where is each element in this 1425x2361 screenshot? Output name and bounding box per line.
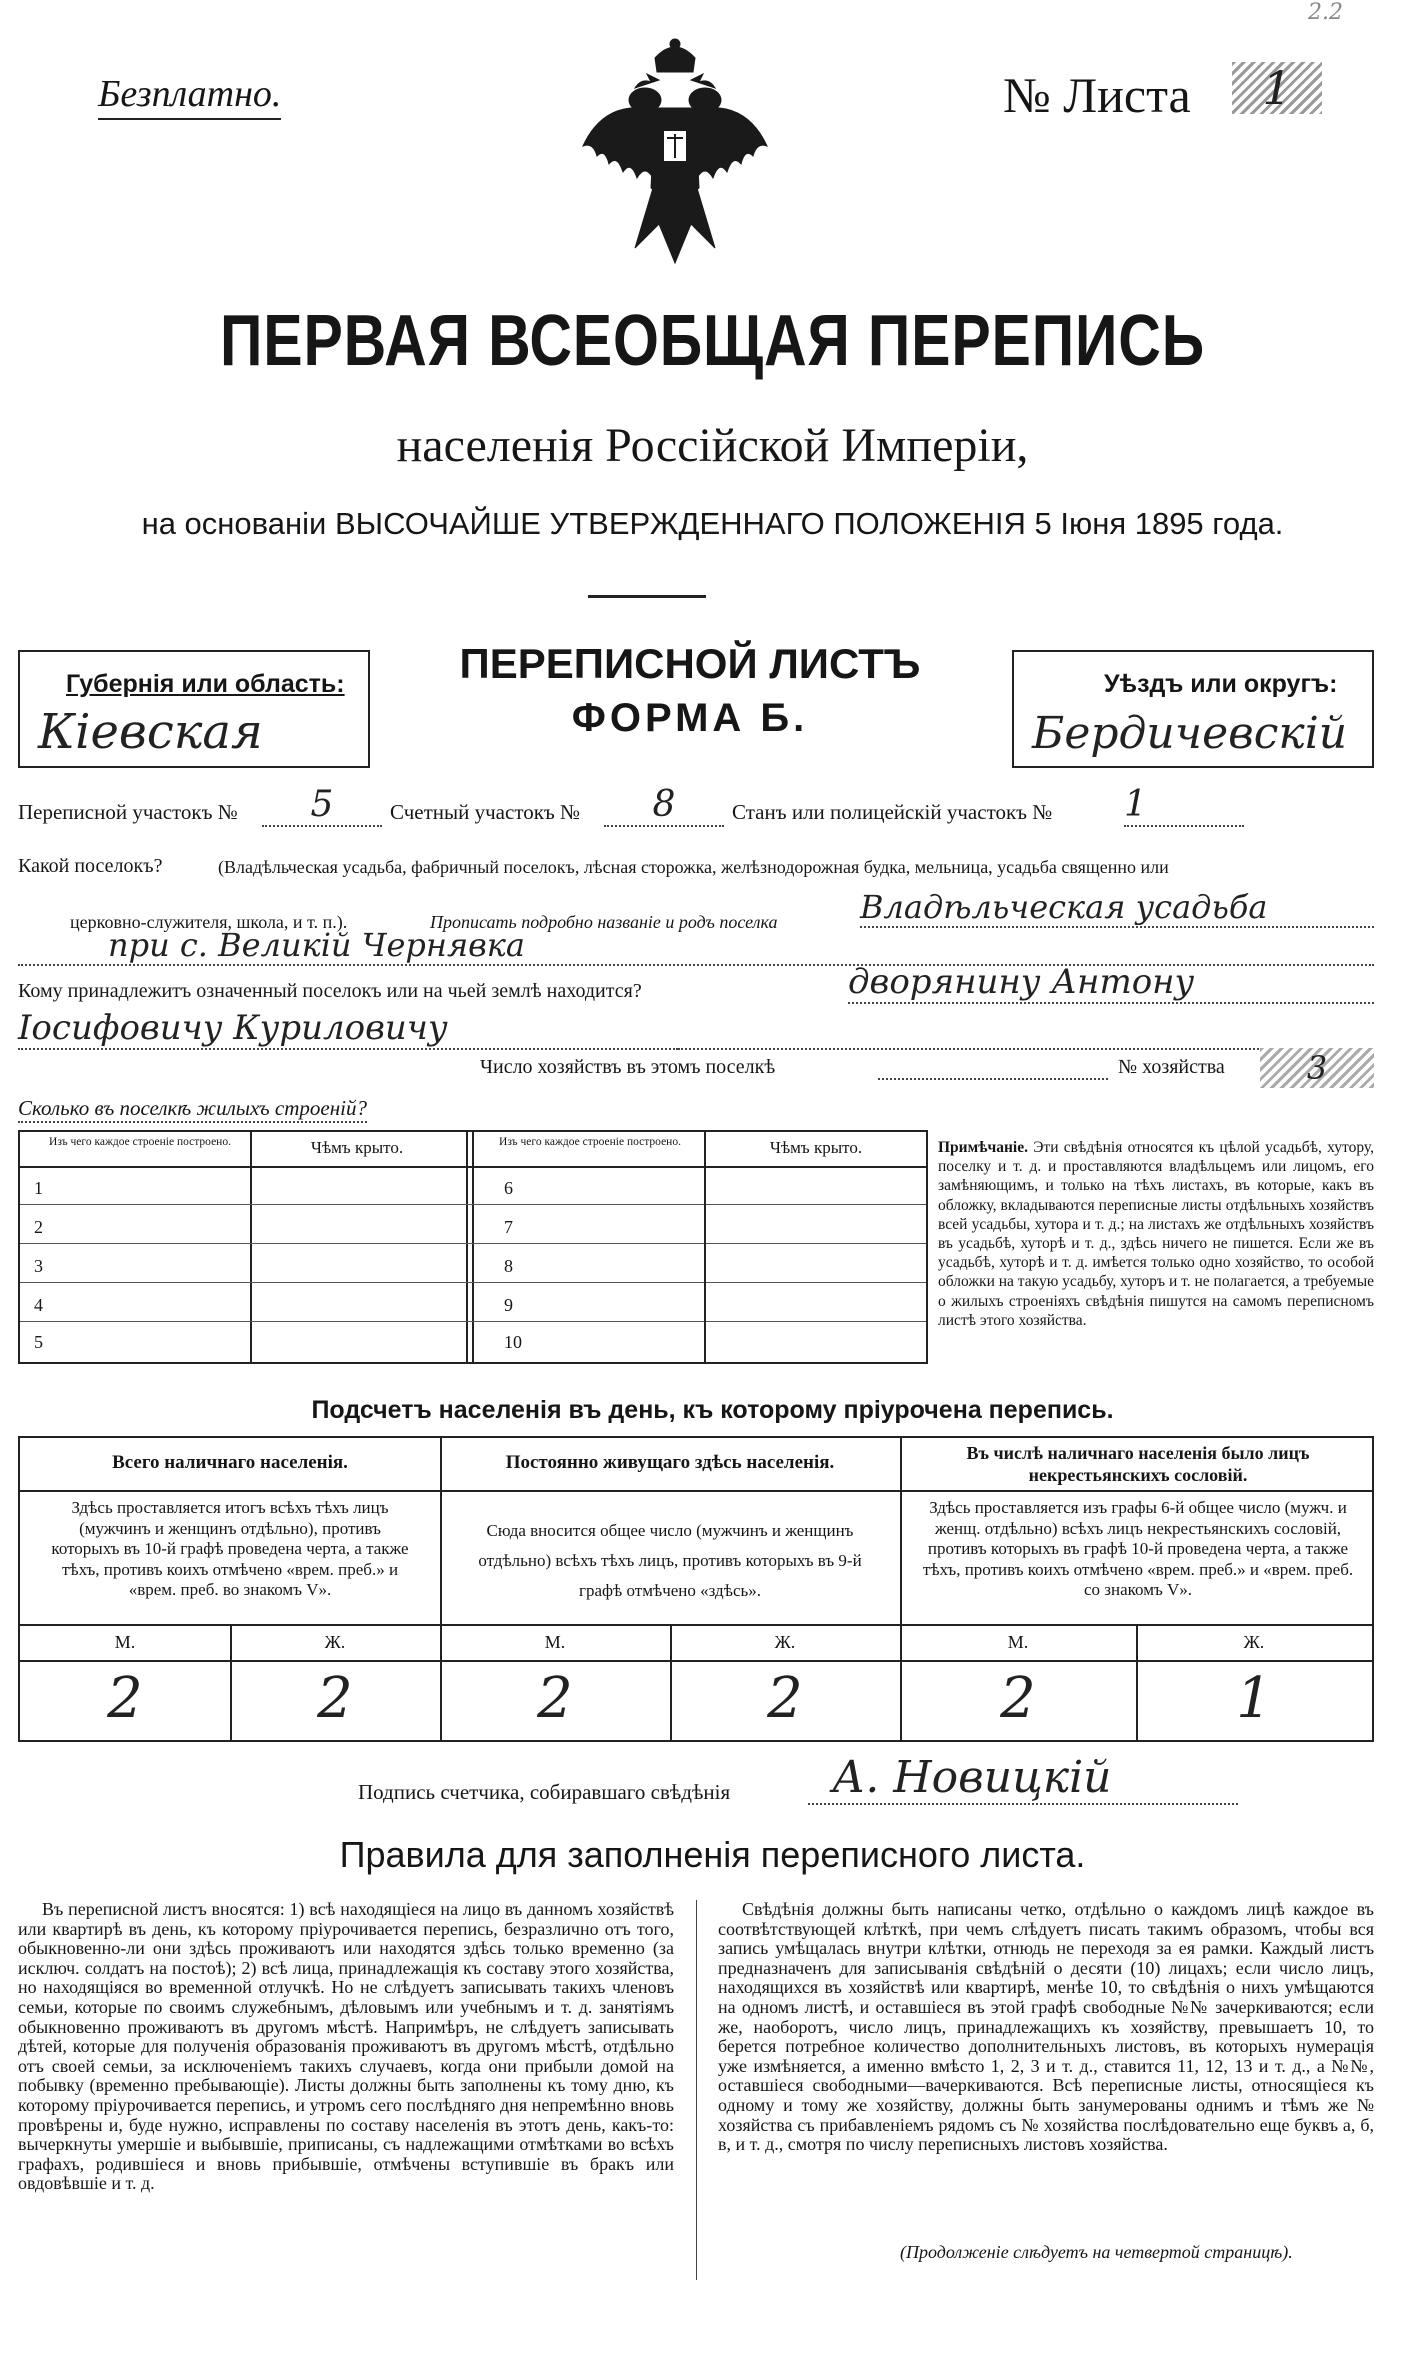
stan-value: 1 <box>1124 784 1244 827</box>
col3-m-label: М. <box>1007 1632 1029 1652</box>
corner-pencil-mark: 2.2 <box>1308 0 1343 25</box>
settlement-hint: (Владѣльческая усадьба, фабричный поселокъ, лѣсная сторожка, желѣзнодорожная будка, мельница, усадьба священно или <box>218 857 1169 877</box>
population-col1-title: Всего наличнаго населенія. <box>112 1452 348 1473</box>
building-row-3: 3 <box>34 1256 43 1276</box>
form-name: ФОРМА Б. <box>571 696 809 740</box>
stan-label: Станъ или полицейскій участокъ № <box>732 800 1053 824</box>
col1-m-label: М. <box>114 1632 136 1652</box>
gubernia-box <box>18 650 370 768</box>
population-col1-text: Здѣсь проставляется итогъ всѣхъ тѣхъ лицъ (мужчинъ и женщинъ отдѣльно), противъ которыхъ въ 10-й графѣ проведена черта, а также тѣхъ, противъ коихъ отмѣчено «врем. преб.» и «врем. преб. во знакомъ V». <box>51 1498 409 1599</box>
building-row-8: 8 <box>504 1256 513 1276</box>
owner-value-2: Іосифовичу Куриловичу <box>18 1008 678 1050</box>
free-label: Безплатно. <box>98 72 281 120</box>
population-table <box>18 1436 1374 1742</box>
col3-f-value: 1 <box>1236 1666 1272 1731</box>
household-no-label: № хозяйства <box>1118 1056 1225 1078</box>
building-row-1: 1 <box>34 1178 43 1198</box>
uezd-label: Уѣздъ или округъ: <box>1104 670 1338 698</box>
settlement-value-1: Владѣльческая усадьба <box>860 888 1374 928</box>
gubernia-value: Кіевская <box>38 704 263 760</box>
note-text: Эти свѣдѣнія относятся къ цѣлой усадьбѣ, хутору, поселку и т. д. и проставляются владѣльцемъ или лицомъ, его замѣняющимъ, и только на тѣхъ листахъ, въ которые, какъ въ обложку, вкладываются переписные листы отдѣльныхъ хозяйствъ всей усадьбы, хутора и т. д.; на листахъ же отдѣльныхъ хозяйствъ въ усадьбѣ, хуторѣ и т. д., здѣсь ничего не пишется. Если же въ усадьбѣ, хуторѣ и т. д. имѣется только одно хозяйство, то особой обложки на такую усадьбу, хуторъ и т. не полагается, а требуемые о жилыхъ строеніяхъ свѣдѣнія пишутся на самомъ переписномъ листѣ этого хозяйства. <box>938 1139 1374 1329</box>
census-district-label: Переписной участокъ № <box>18 800 238 824</box>
building-row-6: 6 <box>504 1178 513 1198</box>
sheet-number-value: 1 <box>1232 62 1322 114</box>
building-row-4: 4 <box>34 1295 43 1315</box>
owner-label: Кому принадлежитъ означенный поселокъ или на чьей землѣ находится? <box>18 980 642 1002</box>
col2-f-label: Ж. <box>774 1632 796 1652</box>
uezd-value: Бердичевскій <box>1032 708 1348 759</box>
households-label: Число хозяйствъ въ этомъ поселкѣ <box>480 1056 776 1078</box>
census-district-value: 5 <box>262 784 382 827</box>
rules-left-column: Въ переписной листъ вносятся: 1) всѣ находящіеся на лицо въ данномъ хозяйствѣ или квартирѣ въ день, къ которому пріурочивается перепись, безразлично отъ того, обыкновенно-ли они здѣсь проживаютъ или находятся здѣсь только временно (за исключ. солдатъ на постоѣ); 2) всѣ лица, принадлежащія къ составу этого хозяйства, но находящіяся во временной отлучкѣ. Но не слѣдуетъ записывать такихъ членовъ семьи, которые по своимъ служебнымъ, дѣловымъ или учебнымъ и т. д. занятіямъ обыкновенно проживаютъ въ другомъ мѣстѣ. Напримѣръ, не слѣдуетъ записывать дѣтей, которые для полученія образованія проживаютъ въ другомъ мѣстѣ, отдѣльно отъ своей семьи, за исключеніемъ такихъ случаевъ, когда они прибыли домой на побывку (временно пребывающіе). Листы должны быть заполнены къ тому дню, къ которому пріурочивается перепись, и утромъ сего послѣдняго дня непремѣнно вновь провѣрены и, буде нужно, исправлены по составу населенія въ этотъ день, какъ-то: вычеркнуты умершіе и выбывшіе, приписаны, съ надлежащими отмѣтками во всѣхъ графахъ, родившіеся и вновь прибывшіе, отмѣчены вступившіе въ бракъ или овдовѣвшіе и т. д. <box>18 1899 674 2194</box>
settlement-question: Какой поселокъ? <box>18 855 163 877</box>
imperial-eagle-emblem <box>575 38 775 268</box>
building-row-5: 5 <box>34 1332 43 1352</box>
title-divider <box>588 595 706 598</box>
form-heading: ПЕРЕПИСНОЙ ЛИСТЪ <box>459 640 921 687</box>
population-col2-title: Постоянно живущаго здѣсь населенія. <box>505 1452 835 1473</box>
buildings-note <box>938 1138 1374 1330</box>
settlement-hint-2: церковно-служителя, школа, и т. п.). <box>70 912 348 932</box>
col-roof-right: Чѣмъ крыто. <box>769 1138 863 1157</box>
settlement-hint-italic: Прописать подробно названіе и родъ поселка <box>430 912 778 932</box>
col2-m-label: М. <box>544 1632 566 1652</box>
population-col3-text: Здѣсь проставляется изъ графы 6-й общее число (мужч. и женщ. отдѣльно) всѣхъ лицъ некрестьянскихъ сословій, противъ которыхъ въ графѣ 10-й проведена черта, а также тѣхъ, противъ коихъ отмѣчено «врем. преб.» и «врем. преб. со знакомъ V». <box>922 1498 1354 1599</box>
buildings-label: Сколько въ поселкѣ жилыхъ строеній? <box>18 1096 367 1123</box>
census-title: ПЕРВАЯ ВСЕОБЩАЯ ПЕРЕПИСЬ <box>220 301 1205 381</box>
col-built-right: Изъ чего каждое строеніе построено. <box>499 1136 681 1148</box>
count-district-label: Счетный участокъ № <box>390 800 581 824</box>
households-value-line <box>878 1078 1108 1080</box>
col-built-left: Изъ чего каждое строеніе построено. <box>49 1136 231 1148</box>
census-basis: на основаніи ВЫСОЧАЙШЕ УТВЕРЖДЕННАГО ПОЛОЖЕНІЯ 5 Іюня 1895 года. <box>141 506 1284 541</box>
note-lead: Примѣчаніе. <box>938 1139 1028 1156</box>
building-row-10: 10 <box>504 1332 522 1352</box>
col2-f-value: 2 <box>767 1666 803 1731</box>
uezd-box <box>1012 650 1374 768</box>
rules-right-column: Свѣдѣнія должны быть написаны четко, отдѣльно о каждомъ лицѣ каждое въ соотвѣтствующей клѣткѣ, при чемъ слѣдуетъ писать такимъ образомъ, чтобы вся запись умѣщалась внутри клѣтки, отнюдь не переходя за ея рамки. Каждый листъ предназначенъ для записыванія свѣдѣній о десяти (10) лицахъ; если число лицъ, находящихся въ хозяйствѣ или квартирѣ, менѣе 10, то свѣдѣнія о нихъ умѣщаются на одномъ листѣ, и оставшіеся въ этой графѣ свободные №№ зачеркиваются; если же, наоборотъ, число лицъ, принадлежащихъ къ хозяйству, превышаетъ 10, то берется потребное количество дополнительныхъ листовъ, въ которыхъ нумерація уже измѣняется, а именно вмѣсто 1, 2, 3 и т. д., ставится 11, 12, 13 и т. д., а №№, оставшіеся свободными—вачеркиваются. Всѣ переписные листы, относящіеся къ одному и тому же хозяйству, должны быть занумерованы однимъ и тѣмъ же № хозяйства съ прибавленіемъ рядомъ съ № хозяйства послѣдовательно еще буквъ а, б, в, и т. д., смотря по числу переписныхъ листовъ хозяйства. <box>718 1899 1374 2155</box>
population-col2-text: Сюда вносится общее число (мужчинъ и женщинъ отдѣльно) всѣхъ тѣхъ лицъ, противъ которыхъ въ 9-й графѣ отмѣчено «здѣсь». <box>478 1521 862 1600</box>
building-row-7: 7 <box>504 1217 513 1237</box>
rules-continuation: (Продолженіе слѣдуетъ на четвертой страницѣ). <box>900 2242 1293 2262</box>
sheet-number-label: № Листа <box>1003 67 1191 123</box>
col2-m-value: 2 <box>537 1666 573 1731</box>
signature-value: А. Новицкій <box>808 1752 1238 1805</box>
household-no-value: 3 <box>1260 1048 1374 1088</box>
col3-f-label: Ж. <box>1243 1632 1265 1652</box>
population-col3-title: Въ числѣ наличнаго населенія было лицъ некрестьянскихъ сословій. <box>966 1443 1310 1485</box>
building-row-9: 9 <box>504 1295 513 1315</box>
rules-column-divider <box>696 1900 697 2280</box>
col3-m-value: 2 <box>1000 1666 1036 1731</box>
col1-m-value: 2 <box>107 1666 143 1731</box>
col1-f-value: 2 <box>317 1666 353 1731</box>
rules-heading: Правила для заполненія переписного листа. <box>339 1834 1086 1875</box>
building-row-2: 2 <box>34 1217 43 1237</box>
owner-value-1: дворянину Антону <box>848 962 1374 1004</box>
buildings-table <box>18 1130 928 1364</box>
gubernia-label: Губернія или область: <box>66 670 345 698</box>
col1-f-label: Ж. <box>324 1632 346 1652</box>
census-subtitle: населенія Россійской Имперіи, <box>396 419 1029 472</box>
col-roof-left: Чѣмъ крыто. <box>310 1138 404 1157</box>
settlement-value-2: при с. Великій Чернявка <box>18 926 1374 966</box>
count-district-value: 8 <box>604 784 724 827</box>
population-heading: Подсчетъ населенія въ день, къ которому пріурочена перепись. <box>311 1396 1114 1424</box>
signature-label: Подпись счетчика, собиравшаго свѣдѣнія <box>358 1780 731 1804</box>
